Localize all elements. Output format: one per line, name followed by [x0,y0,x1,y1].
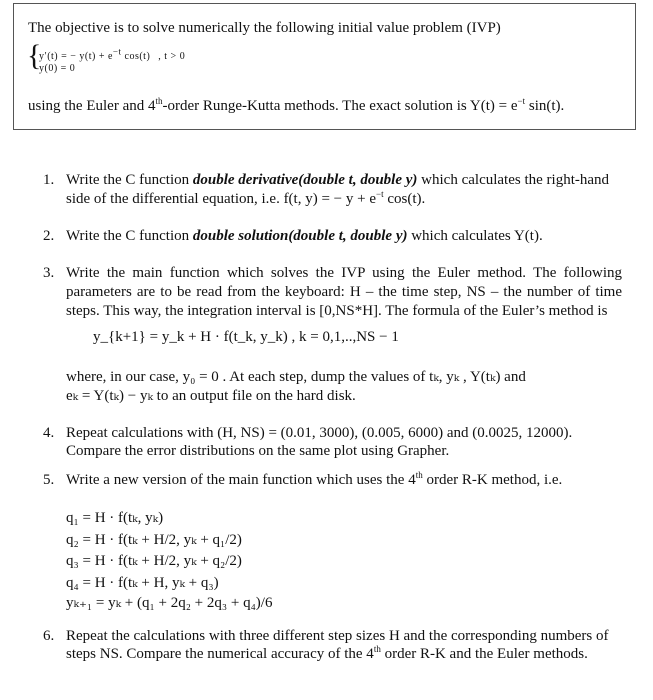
item-4-line-2: Compare the error distributions on the same plot using Grapher. [66,443,450,459]
item-6-line-2: steps NS. Compare the numerical accuracy of the 4th order R-K and the Euler methods. [66,644,588,662]
item-number: 5. [43,472,55,488]
item-3-where-line-2: eₖ = Y(tₖ) − yₖ to an output file on the hard disk. [66,388,356,404]
brace-glyph: { [27,39,42,72]
ode-equation: y′(t) = − $y(t) + e^{-t}$ cos(t) , t > 0 [39,46,186,62]
item-number: 3. [43,265,55,281]
item-number: 6. [43,628,55,644]
rk-formula: q₂ = H · f(tₖ + H/2, yₖ + q₁/2) [66,532,242,548]
using-methods-text: using the Euler and 4th-order Runge-Kutta methods. The exact solution is $Y(t) = e^{-t}$ sin(t). [28,96,565,114]
rk-formula: yₖ₊₁ = yₖ + (q₁ + 2q₂ + 2q₃ + q₄)/6 [66,595,273,611]
rk-formula: q₃ = H · f(tₖ + H/2, yₖ + q₂/2) [66,553,242,569]
function-signature: double solution(double t, double y) [192,228,408,244]
objective-text: The objective is to solve numerically the following initial value problem (IVP) [28,20,501,36]
item-1-line-1: Write the C function double derivative(double t, double y) which calculates the right-hand [66,172,610,188]
euler-formula: y_{k+1} = y_k + H · f(t_k, y_k) , k = 0,1,..,NS − 1 [93,329,399,345]
item-number: 2. [43,228,55,244]
item-number: 1. [43,172,55,188]
item-5-text: Write a new version of the main function which uses the 4th order R-K method, i.e. [66,470,563,488]
item-1-line-2: side of the differential equation, i.e. f(t, y) = − $y + e^{-t}$ cos(t). [66,189,426,207]
item-3-where-line-1: where, in our case, y₀ = 0 . At each step, dump the values of tₖ, yₖ , Y(tₖ) and [66,369,526,385]
initial-condition: y(0) = 0 [39,63,76,74]
item-4-line-1: Repeat calculations with (H, NS) = (0.01, 3000), (0.005, 6000) and (0.0025, 12000). [66,425,573,441]
item-2-text: Write the C function double solution(double t, double y) which calculates Y(t). [66,228,543,244]
rk-formula: q₁ = H · f(tₖ, yₖ) [66,510,164,526]
item-3-text: Write the main function which solves the IVP using the Euler method. The following parameters are to be read from the keyboard: H – the time step, NS – the number of time steps. This way, the integration interval is [0,NS*H]. The formula of the Euler’s method is [66,265,622,319]
item-6-line-1: Repeat the calculations with three different step sizes H and the corresponding numbers of [66,628,609,644]
rk-formula: q₄ = H · f(tₖ + H, yₖ + q₃) [66,575,219,591]
function-signature: double derivative(double t, double y) [192,172,418,188]
item-number: 4. [43,425,55,441]
